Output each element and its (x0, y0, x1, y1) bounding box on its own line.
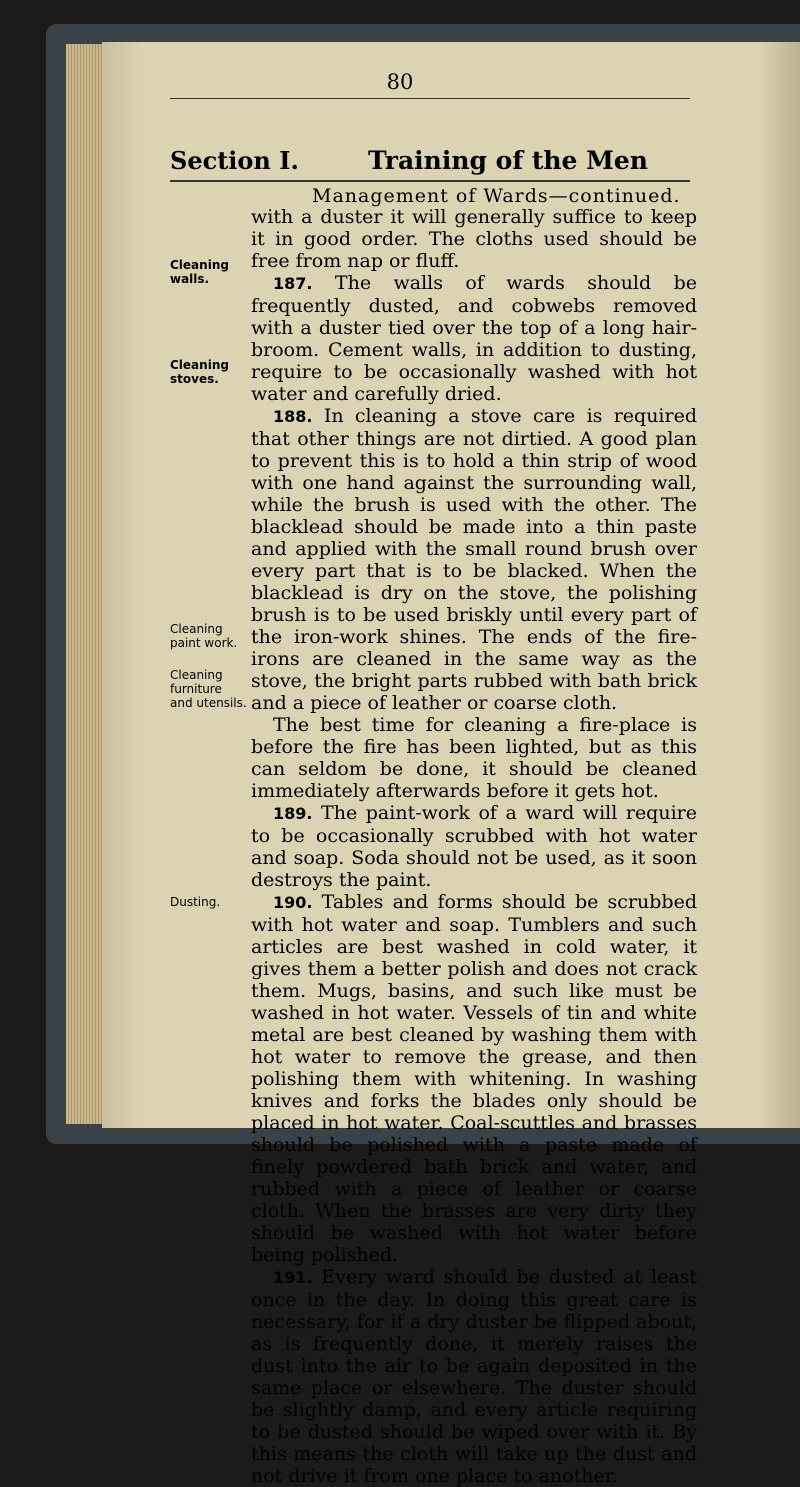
paragraph-text: The best time for cleaning a fire-place is before the fire has been lighted, but as this can seldom be done, it should be cleaned immediately afterwards before it gets hot. (251, 714, 697, 802)
body-text (251, 206, 697, 1487)
paragraph-text: The walls of wards should be frequently dusted, and cobwebs removed with a duster tied over the top of a long hair-broom. Cement walls, in addition to dusting, require to be occasionally washed with hot water and carefully dried. (251, 272, 697, 405)
paragraph-text: with a duster it will generally suffice to keep it in good order. The cloths used should be free from nap or fluff. (251, 206, 697, 272)
margin-note-cleaning-paint-work: Cleaning paint work. (170, 622, 238, 650)
page-number: 80 (386, 70, 414, 94)
running-title: Training of the Men (368, 146, 648, 175)
paragraph-187 (251, 272, 697, 405)
paragraph-190 (251, 891, 697, 1266)
subheading: Management of Wards—continued. (312, 185, 681, 207)
top-rule (170, 98, 690, 99)
paragraph-text: Tables and forms should be scrubbed with hot water and soap. Tumblers and such articles are best washed in cold water, it gives them a better polish and does not crack them. Mugs, basins, and such like must be washed in hot water. Vessels of tin and white metal are best cleaned by washing them with hot water to remove the grease, and then polishing them with whitening. In washing knives and forks the blades only should be placed in hot water. Coal-scuttles and brasses should be polished with a paste made of finely powdered bath brick and water, and rubbed with a piece of leather or coarse cloth. When the brasses are very dirty they should be washed with hot water before being polished. (251, 891, 697, 1266)
paragraph-fireplace (251, 714, 697, 802)
paragraph-number: 187. (273, 274, 313, 293)
paragraph-text: Every ward should be dusted at least once in the day. In doing this great care is necessary, for if a dry duster be flipped about, as is frequently done, it merely raises the dust into the air to be again deposited in the same place or elsewhere. The duster should be slightly damp, and every article requiring to be dusted should be wiped over with it. By this means the cloth will take up the dust and not drive it from one place to another. (251, 1266, 697, 1487)
paragraph-189 (251, 802, 697, 891)
margin-note-dusting: Dusting. (170, 895, 221, 909)
margin-note-cleaning-furniture: Cleaning furniture and utensils. (170, 668, 247, 710)
paragraph-text: The paint-work of a ward will require to be occasionally scrubbed with hot water and soap. Soda should not be used, as it soon destroys the paint. (251, 802, 697, 891)
margin-note-cleaning-walls: Cleaning walls. (170, 258, 229, 286)
paragraph-188 (251, 405, 697, 714)
paragraph-number: 189. (273, 804, 313, 823)
page-edges (66, 44, 106, 1124)
paragraph-number: 190. (273, 893, 313, 912)
paragraph-text: In cleaning a stove care is required that other things are not dirtied. A good plan to prevent this is to hold a thin strip of wood with one hand against the surrounding wall, while the brush is used with the other. The blacklead should be made into a thin paste and applied with the small round brush over every part that is to be blacked. When the blacklead is dry on the stove, the polishing brush is to be used briskly until every part of the iron-work shines. The ends of the fire-irons are cleaned in the same way as the stove, the bright parts rubbed with bath brick and a piece of leather or coarse cloth. (251, 405, 698, 714)
paragraph-number: 191. (273, 1268, 313, 1287)
margin-note-cleaning-stoves: Cleaning stoves. (170, 358, 229, 386)
paragraph-continued (251, 206, 697, 272)
paragraph-191 (251, 1266, 697, 1487)
header-rule (170, 180, 690, 182)
paragraph-number: 188. (273, 407, 313, 426)
section-label: Section I. (170, 146, 299, 175)
